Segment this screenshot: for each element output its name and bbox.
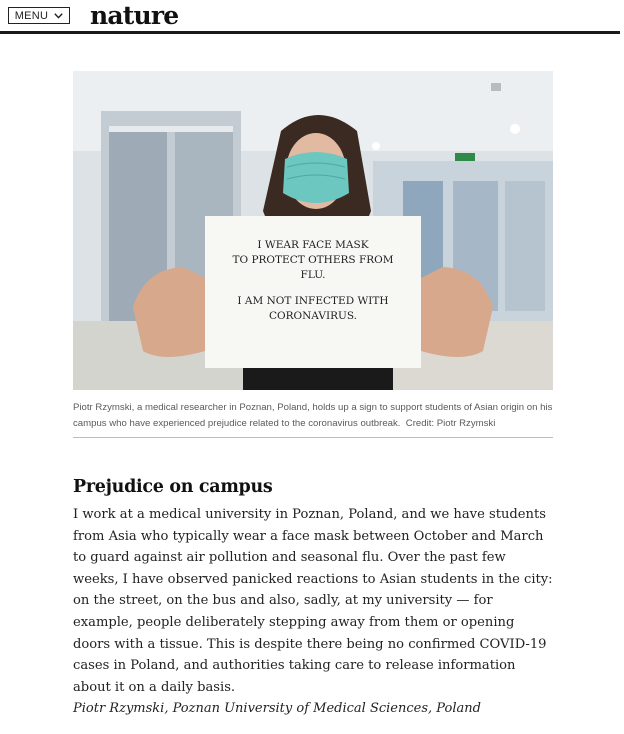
author-byline: Piotr Rzymski, Poznan University of Medical Sciences, Poland <box>73 701 481 716</box>
photo-credit: Credit: Piotr Rzymski <box>405 418 496 429</box>
section-title: Prejudice on campus <box>73 477 273 497</box>
chevron-down-icon <box>54 13 63 19</box>
sign-text <box>205 214 421 364</box>
caption-divider <box>73 437 553 438</box>
article-paragraph: I work at a medical university in Poznan, Poland, and we have students from Asia who typically wear a face mask between October and March to guard against air pollution and seasonal flu. Over the past few weeks, I have observed panicked reactions to Asian students in the city: on the street, on the bus and also, sadly, at my university — for example, people deliberately stepping away from them or opening doors with a tissue. This is despite there being no confirmed COVID-19 cases in Poland, and authorities taking care to release information about it on a daily basis. <box>73 507 553 695</box>
menu-button[interactable] <box>8 7 70 24</box>
sign-line: I WEAR FACE MASK <box>257 239 369 251</box>
sign-line: FLU. <box>300 269 326 281</box>
sign-line: CORONAVIRUS. <box>268 310 358 322</box>
photo-caption <box>73 400 557 432</box>
nature-logo[interactable]: nature <box>90 1 179 30</box>
sign-line: I AM NOT INFECTED WITH <box>237 295 389 307</box>
sign-line: TO PROTECT OTHERS FROM <box>232 254 394 266</box>
menu-label: MENU <box>14 9 49 22</box>
site-header <box>0 0 624 34</box>
caption-text: Piotr Rzymski, a medical researcher in Poznan, Poland, holds up a sign to support students of Asian origin on his campus who have experienced prejudice related to the coronavirus outbreak. <box>73 402 553 429</box>
header-divider <box>0 31 620 34</box>
